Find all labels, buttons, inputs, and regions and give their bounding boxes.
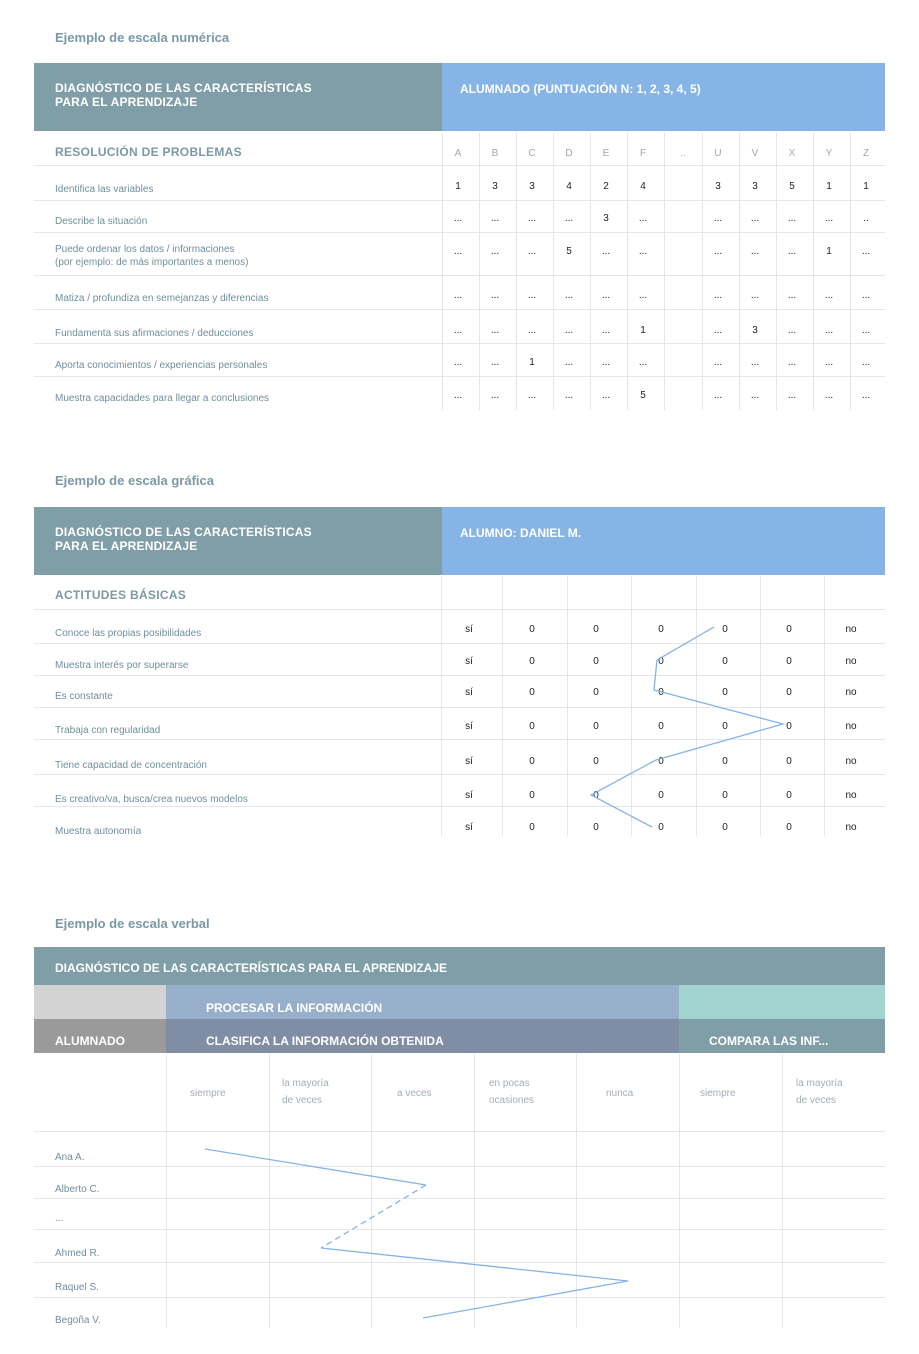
numeric-header-left-line1: DIAGNÓSTICO DE LAS CARACTERÍSTICAS bbox=[55, 81, 312, 95]
vb-student-name: ... bbox=[55, 1213, 64, 1224]
gr-cell: 0 bbox=[722, 790, 728, 801]
vb-hline bbox=[34, 1198, 885, 1199]
num-vline bbox=[664, 133, 665, 410]
num-cell: ... bbox=[750, 390, 760, 401]
num-hline bbox=[34, 343, 885, 344]
num-hline bbox=[34, 376, 885, 377]
num-hline bbox=[34, 165, 885, 166]
num-cell: ... bbox=[861, 246, 871, 257]
vb-vline bbox=[474, 1054, 475, 1328]
num-cell: ... bbox=[453, 246, 463, 257]
gr-cell: 0 bbox=[593, 756, 599, 767]
num-cell: ... bbox=[453, 290, 463, 301]
gr-cell: no bbox=[845, 756, 857, 767]
vb-vline bbox=[782, 1054, 783, 1328]
num-cell: ... bbox=[564, 213, 574, 224]
num-cell: ... bbox=[824, 357, 834, 368]
numeric-header-right bbox=[442, 63, 885, 131]
num-cell: ... bbox=[601, 246, 611, 257]
num-cell: ... bbox=[527, 390, 537, 401]
vb-option-label-sub: de veces bbox=[282, 1095, 323, 1106]
gr-cell: 0 bbox=[658, 656, 664, 667]
num-cell: ... bbox=[490, 390, 500, 401]
gr-cell: 0 bbox=[529, 687, 535, 698]
num-cell: ... bbox=[601, 325, 611, 336]
num-cell: ... bbox=[787, 390, 797, 401]
num-cell: ... bbox=[601, 390, 611, 401]
verbal-band2-classify-text: CLASIFICA LA INFORMACIÓN OBTENIDA bbox=[206, 1034, 444, 1048]
num-cell: 1 bbox=[826, 181, 832, 192]
gr-vline bbox=[631, 576, 632, 836]
gr-cell: 0 bbox=[529, 656, 535, 667]
gr-cell: no bbox=[845, 656, 857, 667]
gr-row-label: Trabaja con regularidad bbox=[55, 725, 161, 736]
num-cell: 1 bbox=[640, 325, 646, 336]
num-cell: ... bbox=[453, 213, 463, 224]
num-cell: ... bbox=[713, 357, 723, 368]
num-cell: ... bbox=[638, 246, 648, 257]
gr-cell: 0 bbox=[529, 822, 535, 833]
num-row-label: Fundamenta sus afirmaciones / deducciones bbox=[55, 328, 254, 339]
vb-vline bbox=[166, 1054, 167, 1328]
num-hline bbox=[34, 200, 885, 201]
num-col-header: D bbox=[565, 148, 573, 159]
graphic-header-right-text: ALUMNO: DANIEL M. bbox=[460, 526, 582, 540]
gr-cell: 0 bbox=[593, 822, 599, 833]
num-cell: ... bbox=[490, 213, 500, 224]
num-row-label: Identifica las variables bbox=[55, 184, 154, 195]
gr-cell: 0 bbox=[658, 721, 664, 732]
verbal-band1-process-text: PROCESAR LA INFORMACIÓN bbox=[206, 1001, 383, 1015]
vb-option-label-sub: de veces bbox=[796, 1095, 837, 1106]
gr-cell: sí bbox=[465, 721, 473, 732]
num-cell: ... bbox=[787, 290, 797, 301]
vb-student-name: Alberto C. bbox=[55, 1184, 100, 1195]
gr-row-label: Tiene capacidad de concentración bbox=[55, 760, 207, 771]
vb-option-label: siempre bbox=[700, 1088, 736, 1099]
num-cell: ... bbox=[527, 290, 537, 301]
vb-vline bbox=[576, 1054, 577, 1328]
verbal-header bbox=[34, 947, 885, 985]
num-row-label: Matiza / profundiza en semejanzas y diferencias bbox=[55, 293, 269, 304]
num-hline bbox=[34, 309, 885, 310]
num-cell: ... bbox=[564, 390, 574, 401]
vb-hline bbox=[34, 1229, 885, 1230]
verbal-scale-title: Ejemplo de escala verbal bbox=[55, 916, 210, 931]
gr-row-label: Es creativo/va, busca/crea nuevos modelos bbox=[55, 794, 248, 805]
num-vline bbox=[442, 133, 443, 410]
num-vline bbox=[553, 133, 554, 410]
num-cell: 1 bbox=[529, 357, 535, 368]
num-vline bbox=[516, 133, 517, 410]
num-vline bbox=[590, 133, 591, 410]
gr-row-label: Es constante bbox=[55, 691, 113, 702]
gr-vline bbox=[760, 576, 761, 836]
gr-cell: sí bbox=[465, 624, 473, 635]
gr-row-label: Muestra interés por superarse bbox=[55, 660, 189, 671]
gr-cell: 0 bbox=[658, 756, 664, 767]
num-vline bbox=[739, 133, 740, 410]
gr-cell: 0 bbox=[593, 656, 599, 667]
num-cell: 4 bbox=[566, 181, 572, 192]
gr-hline bbox=[34, 643, 885, 644]
num-cell: ... bbox=[490, 325, 500, 336]
vb-hline bbox=[34, 1262, 885, 1263]
num-cell: ... bbox=[713, 390, 723, 401]
num-cell: 4 bbox=[640, 181, 646, 192]
gr-cell: 0 bbox=[529, 624, 535, 635]
graphic-header-left-line2: PARA EL APRENDIZAJE bbox=[55, 539, 198, 553]
num-cell: ... bbox=[824, 325, 834, 336]
numeric-section-label: RESOLUCIÓN DE PROBLEMAS bbox=[55, 145, 242, 159]
num-cell: ... bbox=[787, 325, 797, 336]
gr-cell: 0 bbox=[722, 721, 728, 732]
num-cell: ... bbox=[527, 246, 537, 257]
gr-cell: 0 bbox=[658, 790, 664, 801]
vb-student-name: Ana A. bbox=[55, 1152, 85, 1163]
num-cell: ... bbox=[453, 325, 463, 336]
num-cell: 5 bbox=[789, 181, 795, 192]
gr-cell: 0 bbox=[529, 756, 535, 767]
num-col-header: C bbox=[528, 148, 536, 159]
verbal-band1-teal bbox=[679, 985, 885, 1019]
num-cell: 1 bbox=[455, 181, 461, 192]
num-cell: ... bbox=[638, 213, 648, 224]
numeric-scale-title: Ejemplo de escala numérica bbox=[55, 30, 230, 45]
graphic-scale-title: Ejemplo de escala gráfica bbox=[55, 473, 214, 488]
num-vline bbox=[850, 133, 851, 410]
num-vline bbox=[479, 133, 480, 410]
gr-row-label: Conoce las propias posibilidades bbox=[55, 628, 202, 639]
num-row-label: Describe la situación bbox=[55, 216, 148, 227]
graphic-header-left bbox=[34, 507, 442, 575]
gr-cell: 0 bbox=[786, 687, 792, 698]
verbal-students-header-text: ALUMNADO bbox=[55, 1034, 125, 1048]
num-cell: 3 bbox=[603, 213, 609, 224]
vb-option-label: a veces bbox=[397, 1088, 432, 1099]
num-cell: 3 bbox=[752, 325, 758, 336]
num-col-header: .. bbox=[680, 148, 686, 159]
num-cell: .. bbox=[863, 213, 869, 224]
num-col-header: U bbox=[714, 148, 722, 159]
gr-cell: 0 bbox=[658, 687, 664, 698]
num-cell: 3 bbox=[752, 181, 758, 192]
num-cell: ... bbox=[527, 213, 537, 224]
num-col-header: Z bbox=[862, 148, 870, 159]
num-col-header: V bbox=[751, 148, 759, 159]
numeric-header-left-line2: PARA EL APRENDIZAJE bbox=[55, 95, 198, 109]
num-col-header: F bbox=[639, 148, 647, 159]
num-cell: 2 bbox=[603, 181, 609, 192]
num-col-header: E bbox=[602, 148, 610, 159]
num-col-header: A bbox=[454, 148, 462, 159]
gr-cell: no bbox=[845, 790, 857, 801]
num-row-label: Aporta conocimientos / experiencias personales bbox=[55, 360, 268, 371]
numeric-header-right-text: ALUMNADO (PUNTUACIÓN N: 1, 2, 3, 4, 5) bbox=[460, 82, 701, 96]
vb-option-label-sub: ocasiones bbox=[489, 1095, 535, 1106]
gr-cell: no bbox=[845, 624, 857, 635]
gr-cell: 0 bbox=[722, 822, 728, 833]
gr-cell: no bbox=[845, 687, 857, 698]
num-cell: ... bbox=[490, 357, 500, 368]
num-cell: ... bbox=[713, 325, 723, 336]
gr-cell: 0 bbox=[658, 624, 664, 635]
num-cell: 1 bbox=[863, 181, 869, 192]
gr-cell: sí bbox=[465, 756, 473, 767]
verbal-profile-line-dashed bbox=[321, 1185, 426, 1248]
verbal-header-text: DIAGNÓSTICO DE LAS CARACTERÍSTICAS PARA EL APRENDIZAJE bbox=[55, 961, 448, 975]
gr-cell: 0 bbox=[593, 624, 599, 635]
graphic-header-right bbox=[442, 507, 885, 575]
gr-cell: 0 bbox=[722, 687, 728, 698]
num-vline bbox=[627, 133, 628, 410]
num-cell: ... bbox=[861, 290, 871, 301]
gr-cell: 0 bbox=[786, 790, 792, 801]
num-cell: 1 bbox=[826, 246, 832, 257]
gr-vline bbox=[696, 576, 697, 836]
num-cell: ... bbox=[490, 246, 500, 257]
gr-cell: 0 bbox=[722, 756, 728, 767]
num-cell: ... bbox=[453, 390, 463, 401]
graphic-profile-line bbox=[591, 627, 783, 827]
gr-cell: 0 bbox=[529, 721, 535, 732]
num-cell: ... bbox=[490, 290, 500, 301]
gr-cell: 0 bbox=[722, 656, 728, 667]
verbal-band2-compare bbox=[679, 1019, 885, 1053]
verbal-band1-process bbox=[166, 985, 679, 1019]
gr-cell: no bbox=[845, 822, 857, 833]
num-vline bbox=[776, 133, 777, 410]
num-cell: ... bbox=[713, 213, 723, 224]
num-cell: ... bbox=[601, 357, 611, 368]
gr-cell: 0 bbox=[658, 822, 664, 833]
vb-option-label: la mayoría bbox=[796, 1078, 843, 1089]
vb-student-name: Begoña V. bbox=[55, 1315, 101, 1326]
gr-vline bbox=[441, 576, 442, 836]
num-cell: ... bbox=[564, 290, 574, 301]
vb-option-label: la mayoría bbox=[282, 1078, 329, 1089]
verbal-band1-blank bbox=[34, 985, 166, 1019]
verbal-band2-compare-text: COMPARA LAS INF... bbox=[709, 1034, 829, 1048]
num-hline bbox=[34, 232, 885, 233]
num-cell: ... bbox=[453, 357, 463, 368]
gr-cell: sí bbox=[465, 822, 473, 833]
num-cell: ... bbox=[861, 390, 871, 401]
verbal-band2-classify bbox=[166, 1019, 679, 1053]
vb-option-label: nunca bbox=[606, 1088, 634, 1099]
gr-cell: 0 bbox=[786, 624, 792, 635]
num-cell: 5 bbox=[640, 390, 646, 401]
num-cell: 5 bbox=[566, 246, 572, 257]
verbal-students-header bbox=[34, 1019, 166, 1053]
vb-hline bbox=[34, 1131, 885, 1132]
gr-cell: sí bbox=[465, 687, 473, 698]
num-cell: ... bbox=[824, 213, 834, 224]
num-cell: ... bbox=[861, 357, 871, 368]
gr-cell: 0 bbox=[593, 721, 599, 732]
gr-cell: 0 bbox=[786, 756, 792, 767]
num-hline bbox=[34, 275, 885, 276]
gr-hline bbox=[34, 675, 885, 676]
num-cell: ... bbox=[638, 290, 648, 301]
numeric-header-left bbox=[34, 63, 442, 131]
vb-option-label: siempre bbox=[190, 1088, 226, 1099]
num-cell: ... bbox=[527, 325, 537, 336]
num-cell: ... bbox=[750, 246, 760, 257]
gr-cell: 0 bbox=[593, 687, 599, 698]
gr-cell: 0 bbox=[786, 822, 792, 833]
gr-vline bbox=[502, 576, 503, 836]
vb-hline bbox=[34, 1297, 885, 1298]
num-cell: ... bbox=[564, 357, 574, 368]
gr-vline bbox=[824, 576, 825, 836]
num-cell: 3 bbox=[529, 181, 535, 192]
num-cell: ... bbox=[713, 246, 723, 257]
num-cell: ... bbox=[564, 325, 574, 336]
gr-row-label: Muestra autonomía bbox=[55, 826, 142, 837]
gr-cell: 0 bbox=[722, 624, 728, 635]
num-row-label: Puede ordenar los datos / informaciones bbox=[55, 244, 235, 255]
vb-student-name: Ahmed R. bbox=[55, 1248, 100, 1259]
vb-student-name: Raquel S. bbox=[55, 1282, 99, 1293]
num-cell: ... bbox=[750, 213, 760, 224]
num-vline bbox=[702, 133, 703, 410]
num-cell: ... bbox=[750, 357, 760, 368]
verbal-profile-line bbox=[205, 1149, 426, 1185]
gr-vline bbox=[567, 576, 568, 836]
gr-cell: sí bbox=[465, 790, 473, 801]
num-col-header: B bbox=[491, 148, 499, 159]
vb-vline bbox=[269, 1054, 270, 1328]
graphic-section-label: ACTITUDES BÁSICAS bbox=[55, 588, 187, 602]
num-row-label: Muestra capacidades para llegar a conclusiones bbox=[55, 393, 270, 404]
num-cell: ... bbox=[638, 357, 648, 368]
gr-hline bbox=[34, 707, 885, 708]
gr-cell: no bbox=[845, 721, 857, 732]
num-row-label-sub: (por ejemplo: de más importantes a menos) bbox=[55, 257, 249, 268]
num-vline bbox=[813, 133, 814, 410]
gr-hline bbox=[34, 609, 885, 610]
gr-hline bbox=[34, 774, 885, 775]
gr-hline bbox=[34, 806, 885, 807]
num-cell: ... bbox=[787, 213, 797, 224]
vb-vline bbox=[679, 1054, 680, 1328]
gr-hline bbox=[34, 739, 885, 740]
num-col-header: X bbox=[788, 148, 796, 159]
num-cell: 3 bbox=[715, 181, 721, 192]
num-cell: ... bbox=[824, 290, 834, 301]
vb-hline bbox=[34, 1166, 885, 1167]
num-cell: ... bbox=[750, 290, 760, 301]
gr-cell: 0 bbox=[786, 656, 792, 667]
vb-option-label: en pocas bbox=[489, 1078, 530, 1089]
gr-cell: 0 bbox=[593, 790, 599, 801]
num-cell: 3 bbox=[492, 181, 498, 192]
num-col-header: Y bbox=[825, 148, 833, 159]
num-cell: ... bbox=[713, 290, 723, 301]
num-cell: ... bbox=[787, 357, 797, 368]
gr-cell: 0 bbox=[529, 790, 535, 801]
graphic-header-left-line1: DIAGNÓSTICO DE LAS CARACTERÍSTICAS bbox=[55, 525, 312, 539]
gr-cell: 0 bbox=[786, 721, 792, 732]
num-cell: ... bbox=[861, 325, 871, 336]
num-cell: ... bbox=[824, 390, 834, 401]
num-cell: ... bbox=[787, 246, 797, 257]
gr-cell: sí bbox=[465, 656, 473, 667]
vb-vline bbox=[371, 1054, 372, 1328]
num-cell: ... bbox=[601, 290, 611, 301]
